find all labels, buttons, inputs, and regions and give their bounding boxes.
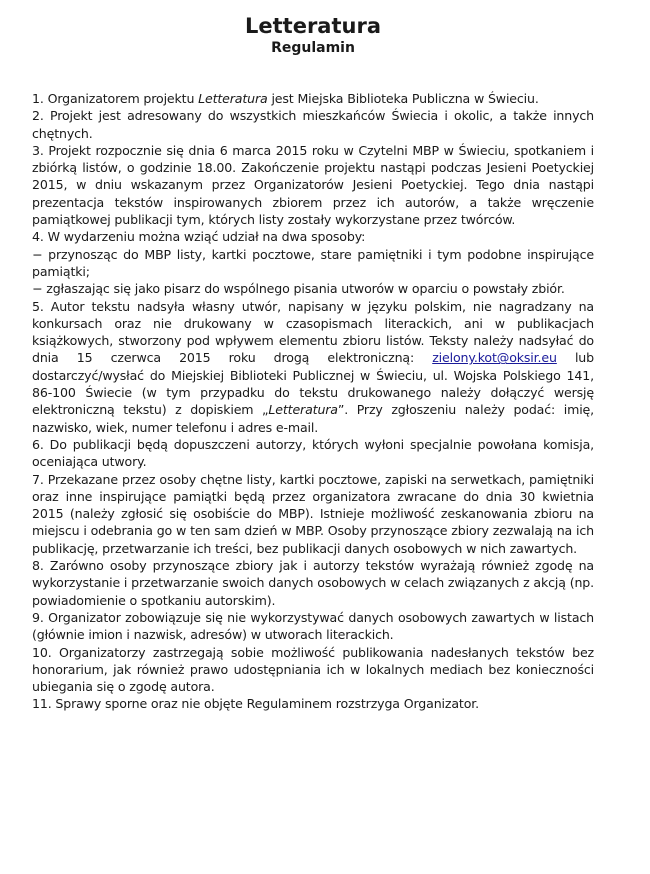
- point-6: 6. Do publikacji będą dopuszczeni autorzy, których wyłoni specjalnie powołana komisja, oceniająca utwory.: [32, 436, 594, 470]
- point-7: 7. Przekazane przez osoby chętne listy, kartki pocztowe, zapiski na serwetkach, pamiętniki oraz inne inspirujące pamiątki będą przez organizatora zwracane do dnia 30 kwietnia 2015 (należy zgłosić się osobiście do MBP). Istnieje możliwość zeskanowania zbioru na miejscu i odebrania go w ten sam dzień w MBP. Osoby przynoszące zbiory zezwalają na ich publikację, przetwarzanie ich treści, bez publikacji danych osobowych w nich zawartych.: [32, 471, 594, 556]
- point-11: 11. Sprawy sporne oraz nie objęte Regulaminem rozstrzyga Organizator.: [32, 696, 479, 712]
- document-header: [32, 14, 594, 58]
- point-4-option-1: − przynosząc do MBP listy, kartki pocztowe, stare pamiętniki i tym podobne inspirujące pamiątki;: [32, 246, 594, 279]
- point-10: 10. Organizatorzy zastrzegają sobie możliwość publikowania nadesłanych tekstów bez honorarium, jak również prawo udostępniania ich w lokalnych mediach bez konieczności ubiegania się o zgodę autora.: [32, 644, 594, 695]
- point-4: 4. W wydarzeniu można wziąć udział na dwa sposoby:: [32, 229, 366, 245]
- point-2: 2. Projekt jest adresowany do wszystkich mieszkańców Świecia i okolic, a także innych chętnych.: [32, 108, 594, 141]
- point-5: [32, 298, 594, 436]
- email-link[interactable]: zielony.kot@oksir.eu: [432, 350, 557, 366]
- point-8: 8. Zarówno osoby przynoszące zbiory jak i autorzy tekstów wyrażają również zgodę na wykorzystanie i przetwarzanie swoich danych osobowych w celach związanych z akcją (np. powiadomienie o spotkaniu autorskim).: [32, 558, 594, 608]
- point-5-text-c: ”. Przy zgłoszeniu należy podać: imię, nazwisko, wiek, numer telefonu i adres e-mail.: [32, 402, 594, 435]
- document-subtitle: Regulamin: [271, 40, 355, 56]
- point-9: 9. Organizator zobowiązuje się nie wykorzystywać danych osobowych zawartych w listach (głównie imion i nazwisk, adresów) w utworach literackich.: [32, 609, 594, 643]
- point-5-text-a: 5. Autor tekstu nadsyła własny utwór, napisany w języku polskim, nie nagradzany na konkursach oraz nie drukowany w czasopismach literackich, ani w publikacjach książkowych, stworzony pod wpływem elementu zbioru listów. Teksty należy nadsyłać do dnia 15 czerwca 2015 roku drogą elektroniczną:: [32, 298, 594, 366]
- project-name-tag: Letteratura: [268, 402, 338, 418]
- point-1-text-b: jest Miejska Biblioteka Publiczna w Świeciu.: [267, 91, 539, 106]
- point-4-option-2: − zgłaszając się jako pisarz do wspólnego pisania utworów w oparciu o powstały zbiór.: [32, 281, 565, 297]
- point-5-text-b: lub dostarczyć/wysłać do Miejskiej Biblioteki Publicznej w Świeciu, ul. Wojska Polskiego 141, 86-100 Świecie (w tym przypadku do tekstu drukowanego należy dołączyć wersję elektroniczną tekstu) z dopiskiem „: [32, 350, 594, 418]
- point-3: 3. Projekt rozpocznie się dnia 6 marca 2015 roku w Czytelni MBP w Świeciu, spotkaniem i zbiórką listów, o godzinie 18.00. Zakończenie projektu nastąpi podczas Jesieni Poetyckiej 2015, w dniu wskazanym przez Organizatorów Jesieni Poetyckiej. Tego dnia nastąpi prezentacja tekstów inspirowanych zbiorem przez ich autorów, a także wręczenie pamiątkowej publikacji tym, których listy zostały wykorzystane przez twórców.: [32, 142, 594, 228]
- point-1-text-a: 1. Organizatorem projektu: [32, 91, 199, 106]
- document-title: Letteratura: [245, 14, 381, 38]
- regulations-body: [32, 90, 594, 713]
- point-1: [32, 90, 594, 107]
- project-name: Letteratura: [198, 91, 268, 106]
